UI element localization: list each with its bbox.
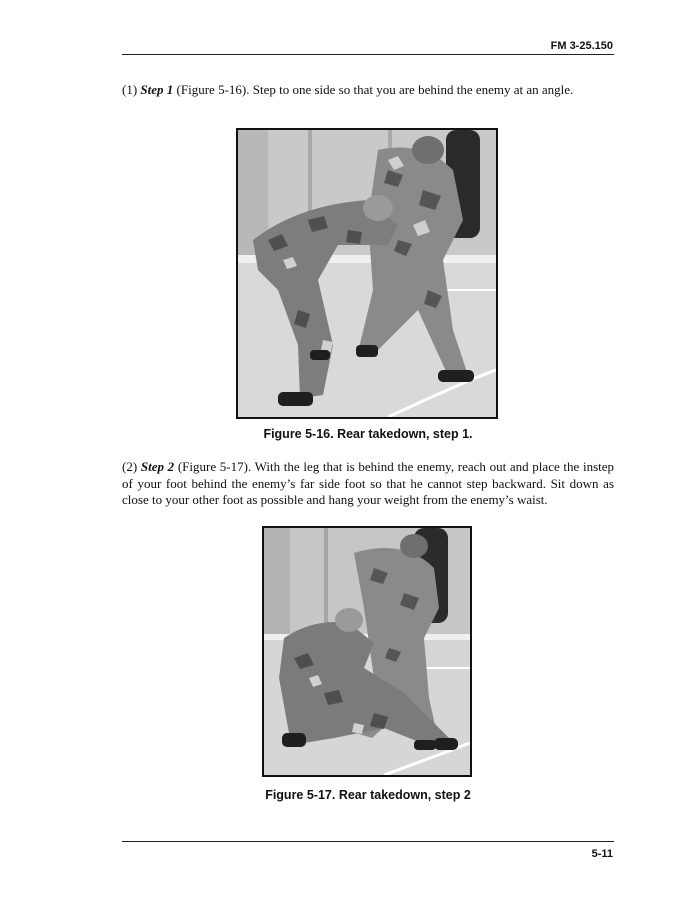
page-number: 5-11 [591, 848, 613, 860]
figure-5-16-photo [236, 128, 498, 419]
paragraph-number: (1) [122, 82, 138, 97]
header-doc-code: FM 3-25.150 [550, 40, 613, 52]
paragraph-step-2 [122, 459, 614, 509]
paragraph-step-1 [122, 82, 614, 99]
step-label: Step 1 [140, 82, 174, 97]
figure-5-17-photo [262, 526, 472, 777]
footer-rule [122, 841, 614, 842]
step-label: Step 2 [140, 459, 175, 474]
figure-5-17-caption: Figure 5-17. Rear takedown, step 2 [265, 788, 471, 802]
paragraph-number: (2) [122, 459, 138, 474]
figure-5-16-caption: Figure 5-16. Rear takedown, step 1. [263, 427, 473, 441]
header-rule [122, 54, 614, 55]
paragraph-text: (Figure 5-17). With the leg that is behind the enemy, reach out and place the instep of your foot behind the enemy’s far side foot so that he cannot step backward. Sit down as close to your other foot as possible and hang your weight from the enemy’s waist. [122, 459, 615, 507]
paragraph-text: (Figure 5-16). Step to one side so that you are behind the enemy at an angle. [176, 82, 574, 97]
